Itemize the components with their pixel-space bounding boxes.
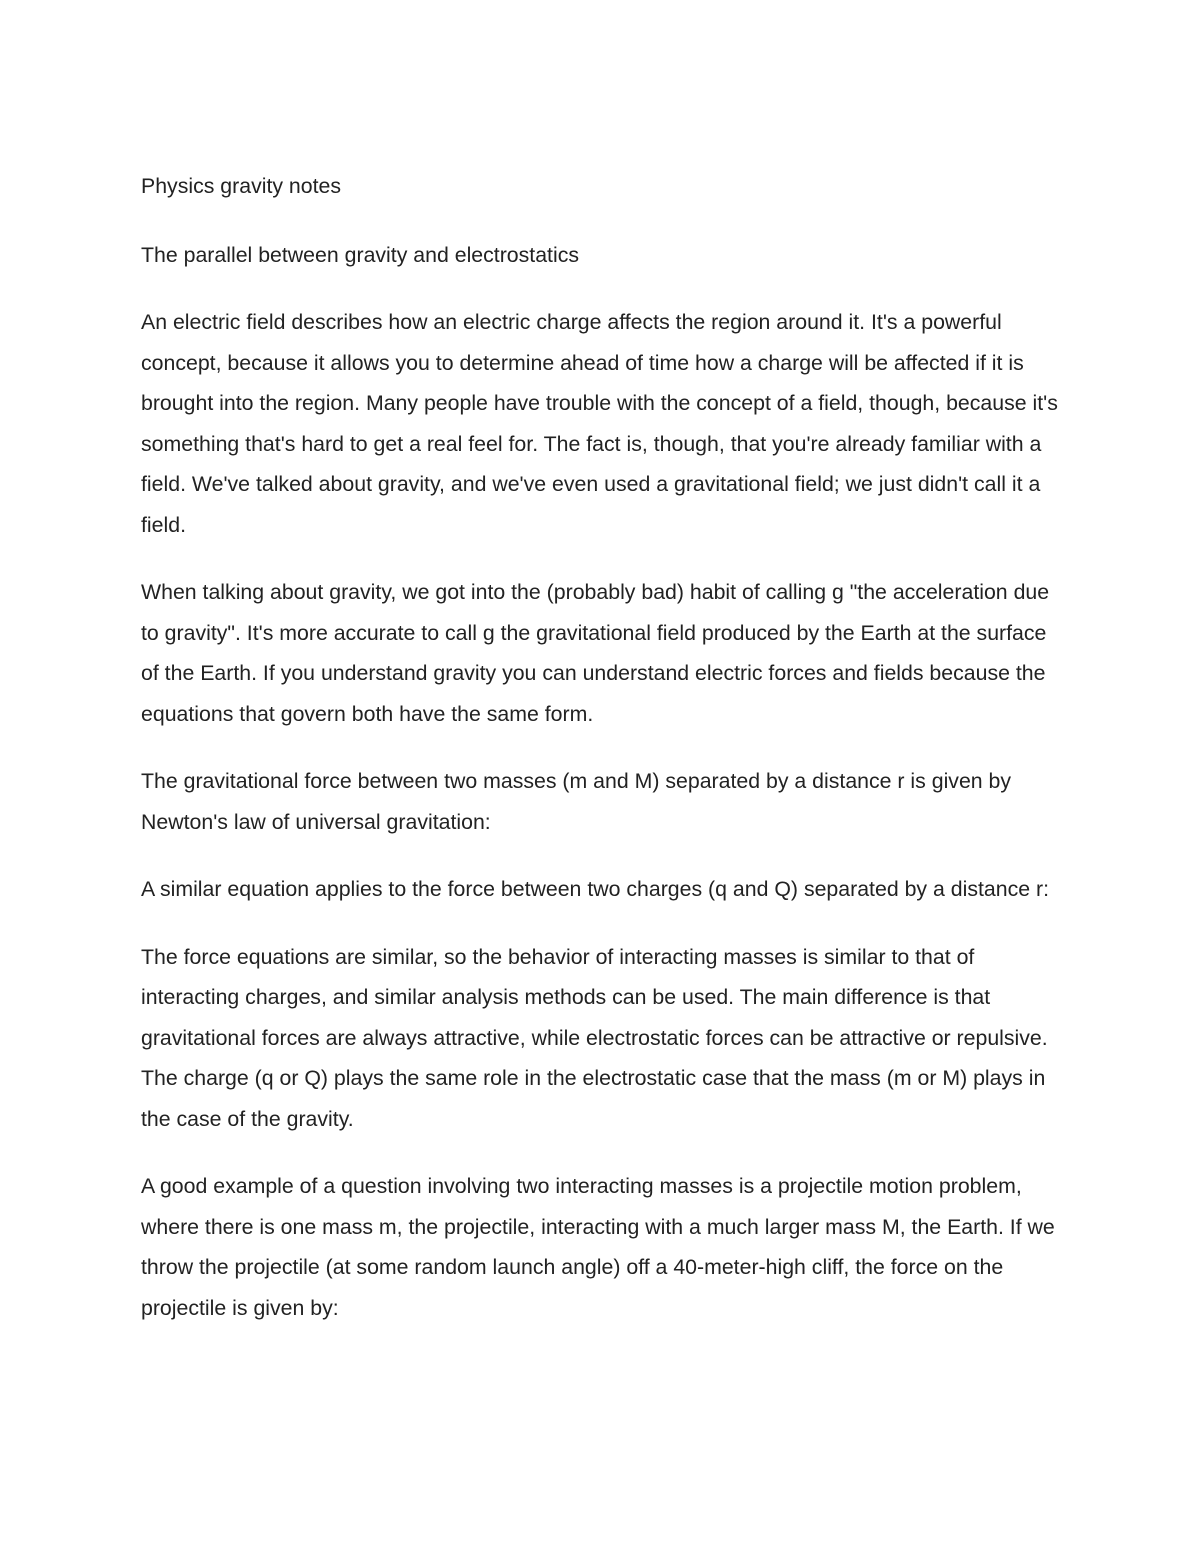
paragraph-projectile-example: A good example of a question involving two interacting masses is a projectile motion problem, where there is one mass m, the projectile, interacting with a much larger mass M, the Earth. If we throw the projectile (at some random launch angle) off a 40-meter-high cliff, the force on the projectile is given by: (141, 1174, 1055, 1320)
section-heading: The parallel between gravity and electrostatics (141, 242, 580, 267)
paragraph-electric-field: An electric field describes how an electric charge affects the region around it. It's a powerful concept, because it allows you to determine ahead of time how a charge will be affected if it is brought into the region. Many people have trouble with the concept of a field, though, because it's something that's hard to get a real feel for. The fact is, though, that you're already familiar with a field. We've talked about gravity, and we've even used a gravitational field; we just didn't call it a field. (141, 310, 1058, 537)
paragraph-gravity-habit: When talking about gravity, we got into the (probably bad) habit of calling g "the acceleration due to gravity". It's more accurate to call g the gravitational field produced by the Earth at the surface of the Earth. If you understand gravity you can understand electric forces and fields because the equations that govern both have the same form. (141, 580, 1050, 726)
paragraph-newton-law: The gravitational force between two masses (m and M) separated by a distance r is given by Newton's law of universal gravitation: (141, 769, 1012, 834)
document-title: Physics gravity notes (141, 174, 342, 198)
paragraph-charge-equation: A similar equation applies to the force between two charges (q and Q) separated by a distance r: (141, 877, 1049, 901)
paragraph-force-comparison: The force equations are similar, so the behavior of interacting masses is similar to that of interacting charges, and similar analysis methods can be used. The main difference is that gravitational forces are always attractive, while electrostatic forces can be attractive or repulsive. The charge (q or Q) plays the same role in the electrostatic case that the mass (m or M) plays in the case of the gravity. (141, 944, 1048, 1131)
document-body (141, 166, 1061, 1355)
